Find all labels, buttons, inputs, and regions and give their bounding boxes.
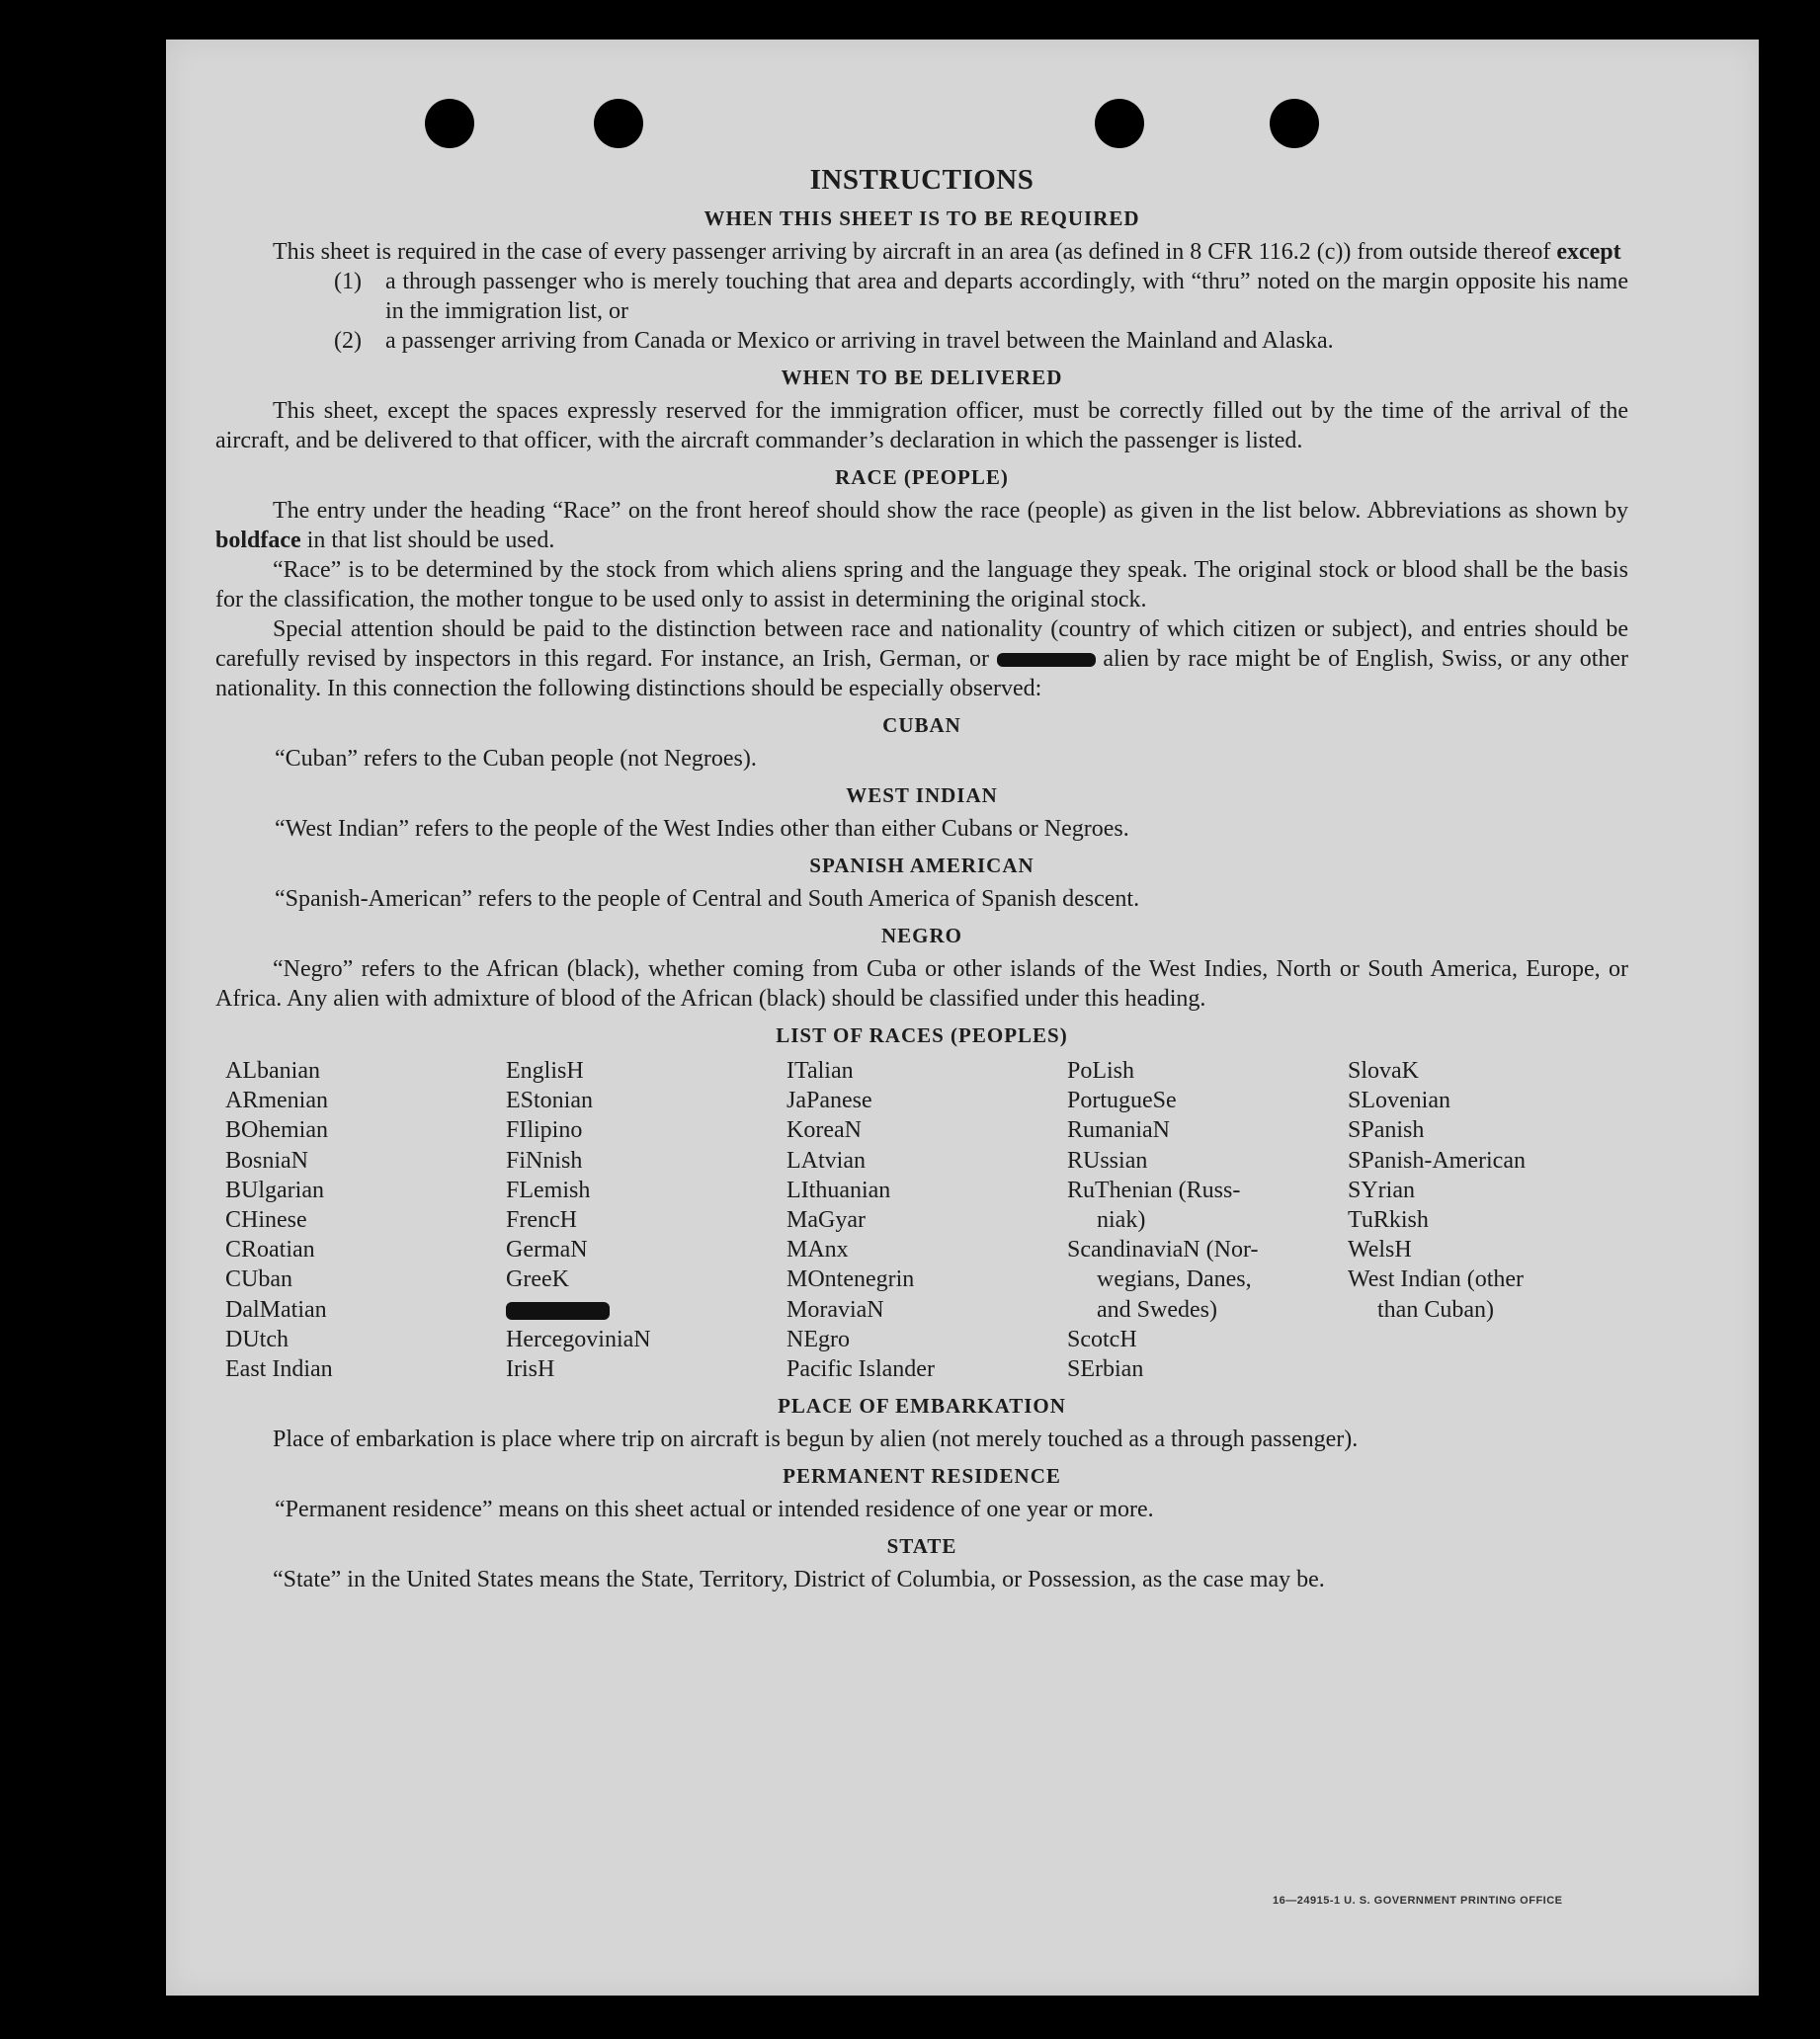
race-entry: FIlipino	[506, 1117, 583, 1144]
paragraph: “Permanent residence” means on this sheet actual or intended residence of one year or more.	[275, 1497, 1154, 1523]
paragraph: “Cuban” refers to the Cuban people (not Negroes).	[275, 746, 757, 772]
race-entry: SPanish	[1348, 1117, 1425, 1144]
race-entry: FrencH	[506, 1207, 577, 1234]
race-entry: DalMatian	[225, 1296, 327, 1323]
punch-hole	[594, 99, 643, 148]
paragraph: “Spanish-American” refers to the people of Central and South America of Spanish descent.	[275, 886, 1140, 912]
paper-sheet	[166, 40, 1759, 1996]
race-entry: SYrian	[1348, 1177, 1415, 1203]
section-heading: PERMANENT RESIDENCE	[783, 1464, 1061, 1489]
list-item: (1) a through passenger who is merely touching that area and departs accordingly, with “thru” noted on the margin opposite his name in the immigration list, or	[334, 269, 1628, 324]
race-entry: EStonian	[506, 1088, 593, 1114]
race-entry: DUtch	[225, 1326, 289, 1352]
race-entry: CHinese	[225, 1207, 307, 1234]
race-entry: EnglisH	[506, 1058, 584, 1084]
redaction-mark	[997, 653, 1096, 667]
section-heading: PLACE OF EMBARKATION	[778, 1394, 1066, 1419]
race-entry: CUban	[225, 1266, 292, 1293]
race-entry: NEgro	[786, 1326, 850, 1352]
race-entry: ScotcH	[1067, 1326, 1137, 1352]
race-entry: PortugueSe	[1067, 1088, 1177, 1114]
race-entry: MAnx	[786, 1237, 849, 1264]
race-entry: SPanish-American	[1348, 1147, 1526, 1174]
race-entry: GermaN	[506, 1237, 588, 1264]
race-entry: SLovenian	[1348, 1088, 1450, 1114]
section-heading: CUBAN	[882, 713, 961, 737]
section-heading: WHEN THIS SHEET IS TO BE REQUIRED	[703, 206, 1140, 230]
race-entry: BosniaN	[225, 1147, 308, 1174]
paragraph: “State” in the United States means the State, Territory, District of Columbia, or Possession, as the case may be.	[273, 1567, 1325, 1593]
race-entry: MaGyar	[786, 1207, 866, 1234]
race-entry: JaPanese	[786, 1088, 872, 1114]
race-entry: MOntenegrin	[786, 1266, 915, 1293]
race-entry: ARmenian	[225, 1088, 328, 1114]
race-entry: RuThenian (Russ-	[1067, 1177, 1241, 1203]
punch-hole	[425, 99, 474, 148]
section-heading: SPANISH AMERICAN	[809, 854, 1034, 877]
race-entry: HercegoviniaN	[506, 1326, 651, 1352]
race-entry: IrisH	[506, 1356, 555, 1383]
redaction-mark	[506, 1302, 610, 1320]
section-heading: RACE (PEOPLE)	[835, 465, 1009, 489]
section-heading: WEST INDIAN	[846, 783, 998, 807]
race-entry: niak)	[1097, 1207, 1146, 1234]
race-entry: LIthuanian	[786, 1177, 891, 1203]
race-entry: ITalian	[786, 1058, 854, 1084]
races-list	[225, 1056, 1628, 1384]
race-entry: KoreaN	[786, 1117, 862, 1144]
race-entry: FiNnish	[506, 1147, 583, 1174]
race-entry: TuRkish	[1348, 1207, 1429, 1234]
race-entry: and Swedes)	[1097, 1296, 1217, 1323]
paragraph: This sheet, except the spaces expressly reserved for the immigration officer, must be correctly filled out by the time of the arrival of the aircraft, and be delivered to that officer, with the aircraft commander’s declaration in which the passenger is listed.	[215, 398, 1628, 453]
paragraph: The entry under the heading “Race” on the front hereof should show the race (people) as given in the list below. Abbreviations as shown by boldface in that list should be used.	[215, 498, 1628, 553]
section-heading: NEGRO	[880, 924, 962, 947]
race-entry: BUlgarian	[225, 1177, 324, 1203]
race-entry: RumaniaN	[1067, 1117, 1170, 1144]
instructions-content	[215, 164, 1628, 1594]
races-column	[506, 1056, 786, 1384]
race-entry: ALbanian	[225, 1058, 320, 1084]
section-heading: LIST OF RACES (PEOPLES)	[776, 1023, 1068, 1047]
race-entry: East Indian	[225, 1356, 333, 1383]
section-heading: STATE	[886, 1534, 957, 1559]
race-entry: PoLish	[1067, 1058, 1135, 1084]
race-entry: LAtvian	[786, 1147, 866, 1174]
race-entry: SlovaK	[1348, 1058, 1419, 1084]
race-entry: FLemish	[506, 1177, 591, 1203]
page-title: INSTRUCTIONS	[809, 164, 1034, 196]
punch-hole	[1270, 99, 1319, 148]
paragraph: “West Indian” refers to the people of the West Indies other than either Cubans or Negroes.	[275, 816, 1129, 842]
list-item: (2) a passenger arriving from Canada or Mexico or arriving in travel between the Mainland and Alaska.	[334, 328, 1334, 354]
race-entry: West Indian (other	[1348, 1266, 1525, 1293]
paragraph: Place of embarkation is place where trip on aircraft is begun by alien (not merely touched as a through passenger).	[273, 1427, 1359, 1453]
race-entry: WelsH	[1348, 1237, 1412, 1264]
races-column	[1348, 1056, 1628, 1384]
punch-hole	[1095, 99, 1144, 148]
race-entry: GreeK	[506, 1266, 569, 1293]
section-heading: WHEN TO BE DELIVERED	[781, 366, 1063, 389]
race-entry: SErbian	[1067, 1356, 1144, 1383]
paragraph: “Negro” refers to the African (black), whether coming from Cuba or other islands of the West Indies, North or South America, Europe, or Africa. Any alien with admixture of blood of the African (black) should be classified under this heading.	[215, 956, 1628, 1012]
race-entry: MoraviaN	[786, 1296, 884, 1323]
paragraph: This sheet is required in the case of every passenger arriving by aircraft in an area (as defined in 8 CFR 116.2 (c)) from outside thereof except	[273, 239, 1621, 265]
races-column	[786, 1056, 1067, 1384]
race-entry: BOhemian	[225, 1117, 328, 1144]
race-entry: ScandinaviaN (Nor-	[1067, 1237, 1259, 1264]
races-column	[1067, 1056, 1348, 1384]
printer-imprint: 16—24915-1 U. S. GOVERNMENT PRINTING OFFICE	[1273, 1895, 1563, 1907]
race-entry: RUssian	[1067, 1147, 1148, 1174]
race-entry: wegians, Danes,	[1097, 1266, 1252, 1293]
races-column	[225, 1056, 506, 1384]
race-entry: Pacific Islander	[786, 1356, 935, 1383]
race-entry: than Cuban)	[1377, 1296, 1494, 1323]
race-entry: CRoatian	[225, 1237, 315, 1264]
paragraph: “Race” is to be determined by the stock from which aliens spring and the language they speak. The original stock or blood shall be the basis for the classification, the mother tongue to be used only to assist in determining the original stock.	[215, 557, 1628, 612]
paragraph: Special attention should be paid to the distinction between race and nationality (country of which citizen or subject), and entries should be carefully revised by inspectors in this regard. For instance, an Irish, German, or alien by race might be of English, Swiss, or any other nationality. In this connection the following distinctions should be especially observed:	[215, 616, 1629, 701]
race-entry-redacted	[506, 1295, 786, 1325]
